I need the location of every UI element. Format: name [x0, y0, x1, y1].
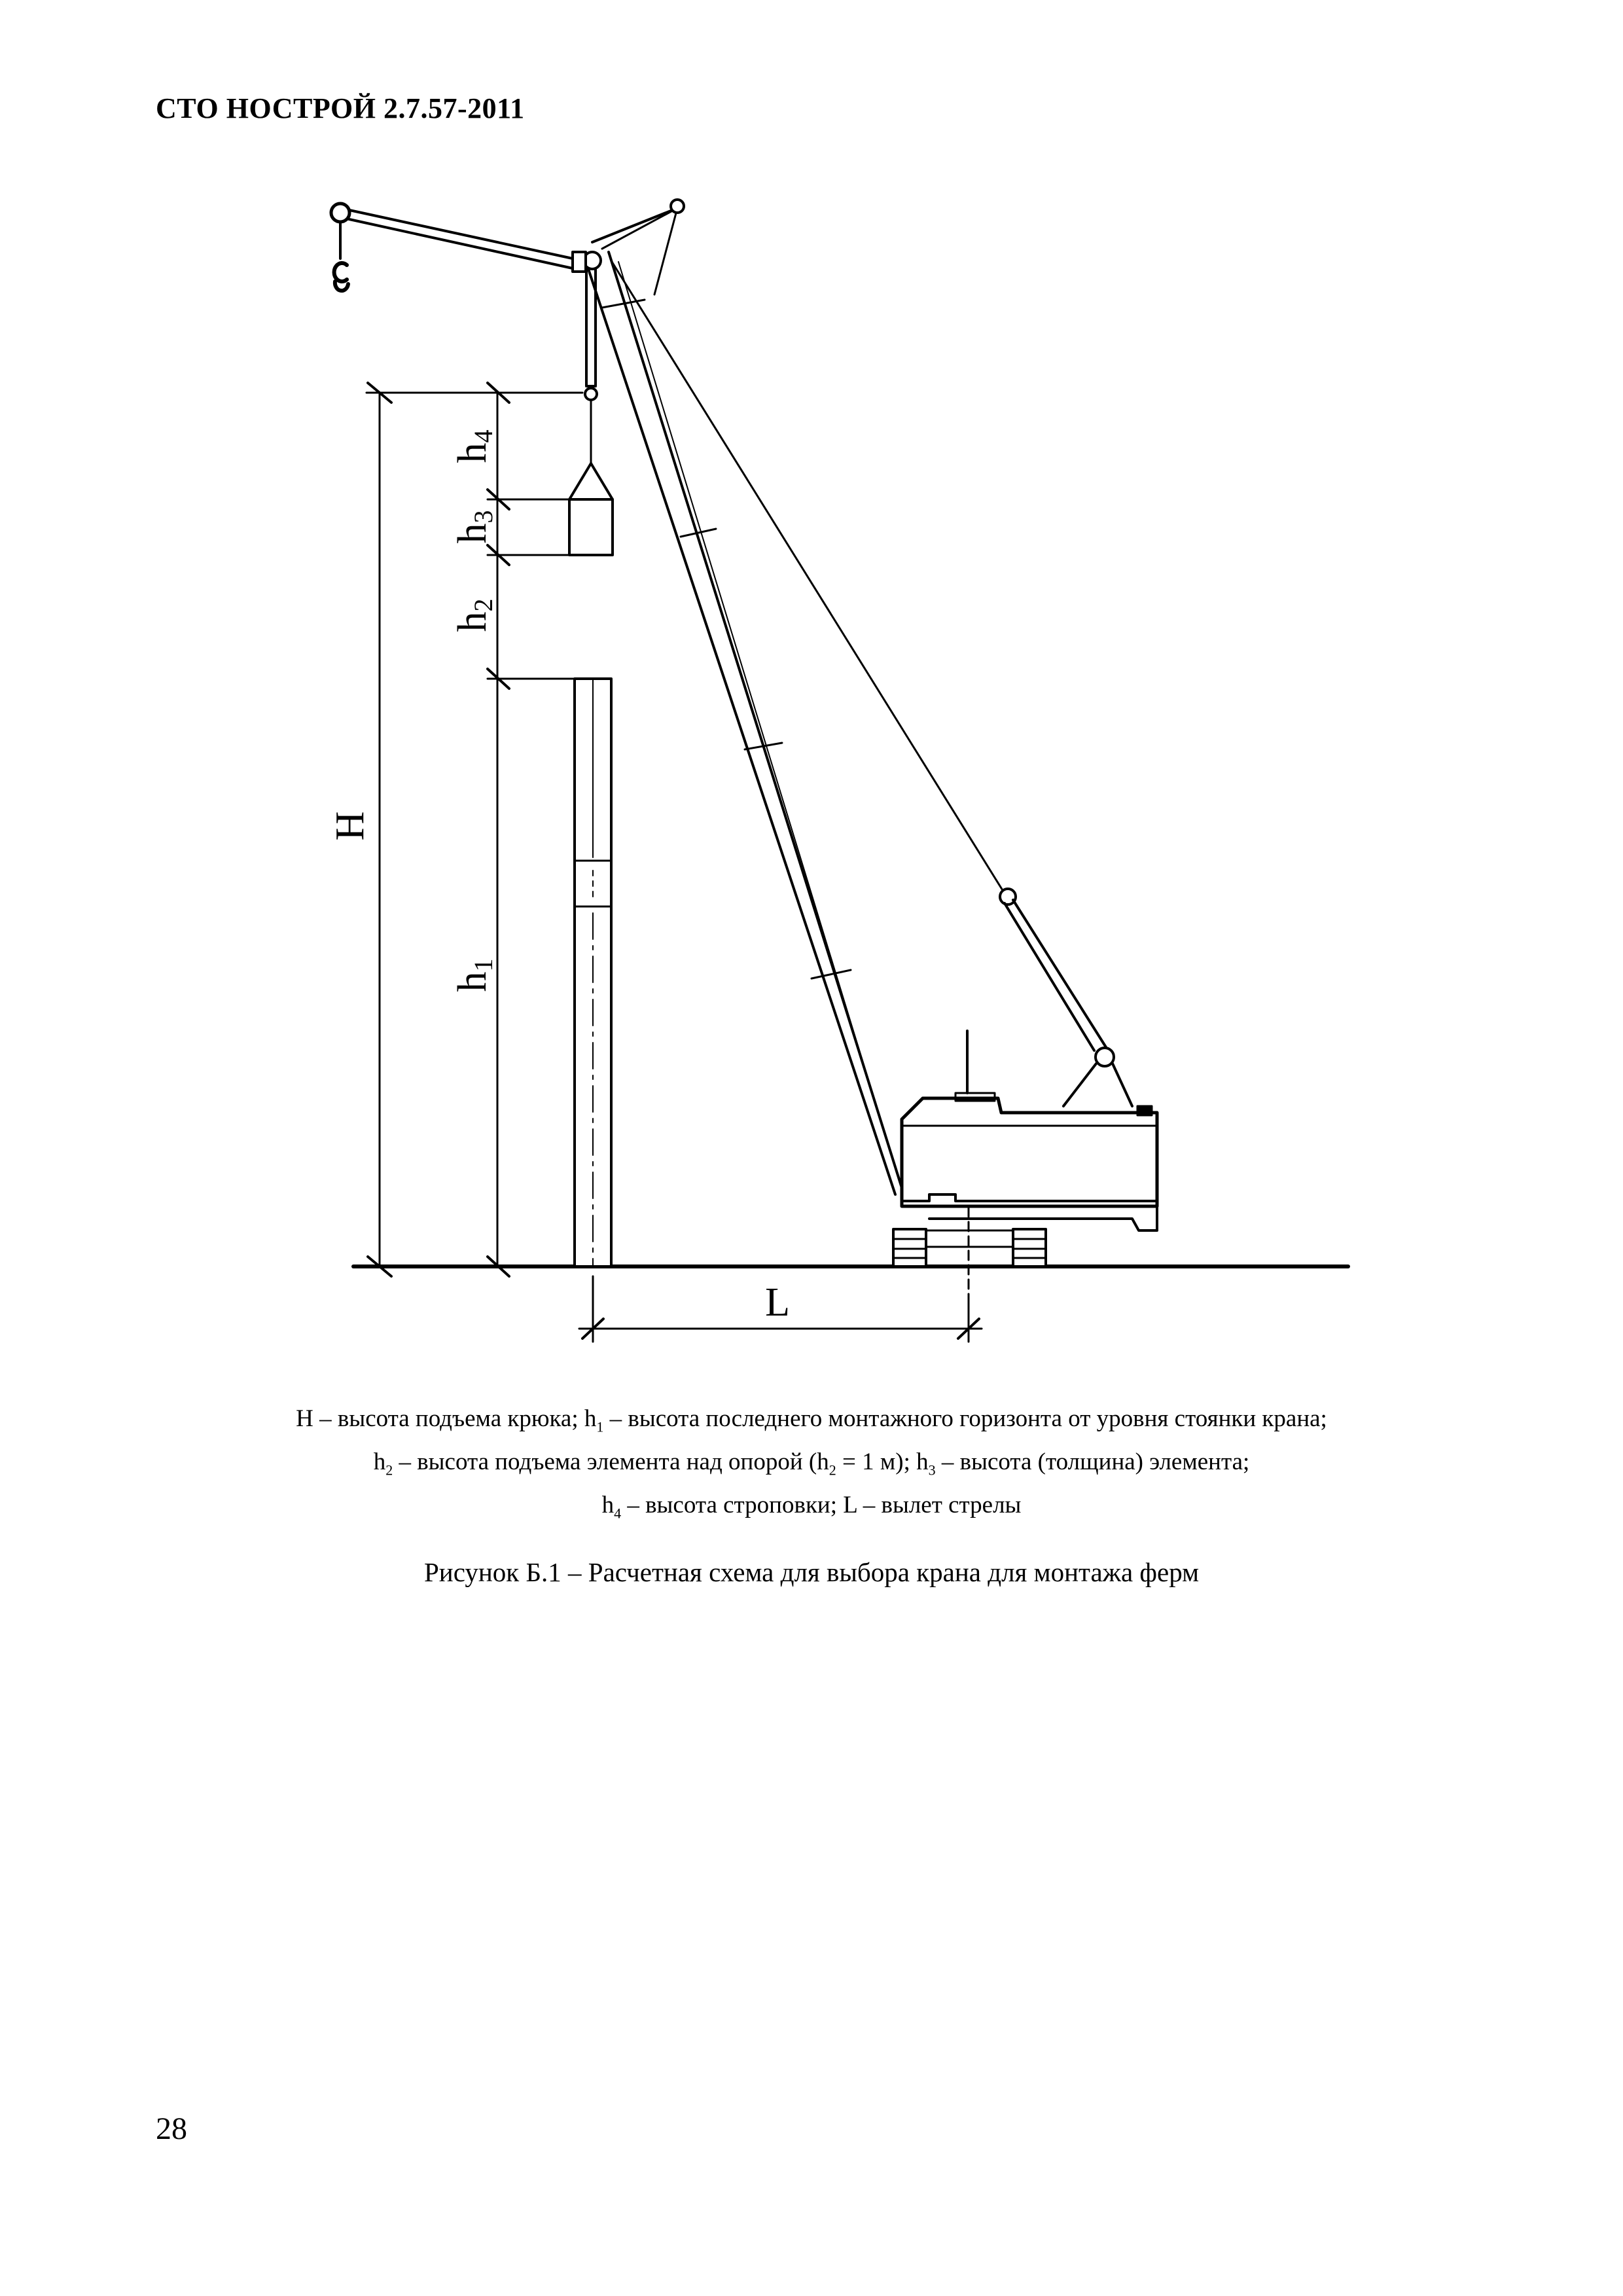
label-H: H: [328, 811, 372, 841]
main-boom: [584, 252, 902, 1194]
figure-caption: Рисунок Б.1 – Расчетная схема для выбора крана для монтажа ферм: [423, 1557, 1200, 1587]
label-h1: h1: [450, 958, 498, 992]
legend-line-1: H – высота подъема крюка; $h_1$ – высота последнего монтажного горизонта от уровня стоянки крана;: [296, 1405, 1327, 1435]
label-h4: h4: [450, 429, 498, 463]
label-h3: h3: [450, 510, 498, 544]
load-element: [569, 253, 613, 555]
jib-boom: [331, 200, 684, 295]
legend-line-2: $h_2$ – высота подъема элемента над опорой ($h_2 = 1$ м); $h_3$ – высота (толщина) элемента;: [373, 1448, 1250, 1479]
label-L: L: [765, 1280, 790, 1325]
label-h2: h2: [450, 598, 498, 632]
column: [575, 679, 611, 1266]
boom-pendant: [612, 262, 1132, 1106]
document-header: СТО НОСТРОЙ 2.7.57-2011: [156, 92, 525, 124]
legend-line-3: $h_4$ – высота строповки; L – вылет стрелы: [601, 1492, 1022, 1522]
page-number: 28: [156, 2111, 187, 2146]
